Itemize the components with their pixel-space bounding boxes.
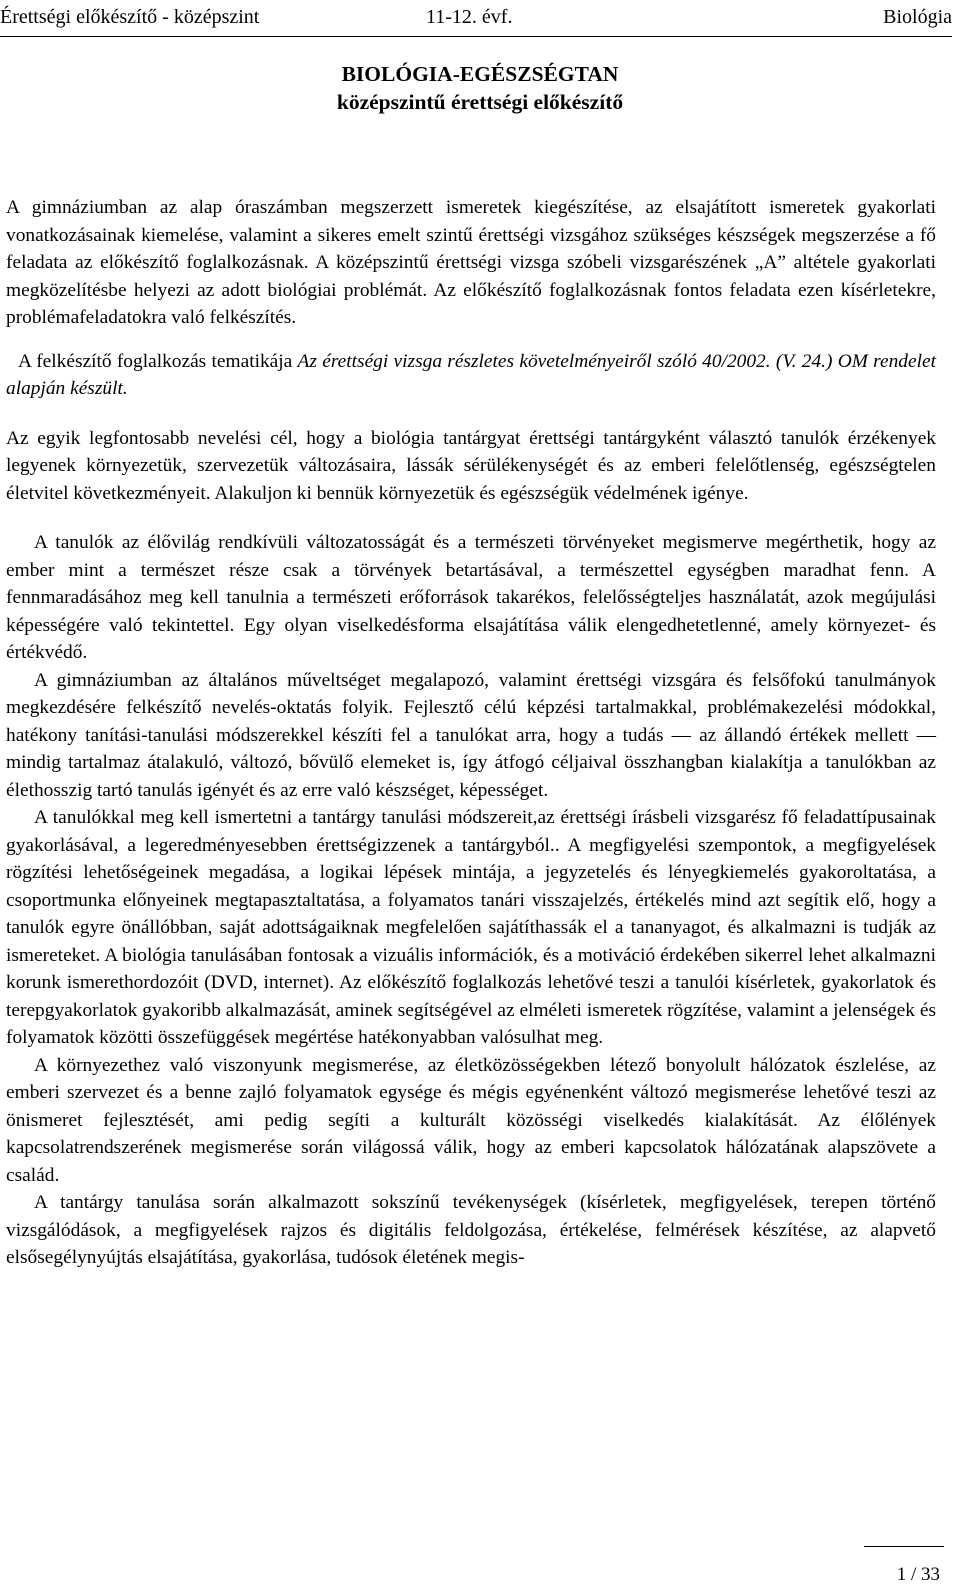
document-body [6,194,936,1272]
title-sub: középszintű érettségi előkészítő [336,90,624,114]
thematic-reference: Az érettségi vizsga részletes követelményeiről szóló 40/2002. (V. 24.) OM rendelet alapján készült. [6,350,936,399]
header-subject: Biológia [883,6,952,28]
thematic-text: A felkészítő foglalkozás tematikája [18,350,298,372]
paragraph-thematic [6,348,936,403]
paragraph-activities: A tantárgy tanulása során alkalmazott sokszínű tevékenységek (kísérletek, megfigyelések, terepen történő vizsgálódások, a megfigyelések rajzos és digitális feldolgozása, értékelése, felmérések készítése, az alapvető elsősegélynyújtás elsajátítása, gyakorlása, tudósok életének megis- [6,1192,936,1268]
document-title [0,60,960,116]
paragraph-intro: A gimnáziumban az alap óraszámban megszerzett ismeretek kiegészítése, az elsajátított ismeretek gyakorlati vonatkozásainak kiemelése, valamint a sikeres emelt szintű érettségi vizsgához szükséges készségek megszerzése a fő feladata az előkészítő foglalkozásnak. A középszintű érettségi vizsga szóbeli vizsgarészének „A” altétele gyakorlati megközelítésbe helyezi az adott biológiai problémát. Az előkészítő foglalkozásnak fontos feladata ezen kísérletekre, problémafeladatokra való felkészítés. [6,197,936,328]
paragraph-environment: A környezethez való viszonyunk megismerése, az életközösségekben létező bonyolult hálózatok észlelése, az emberi szervezet és a benne zajló folyamatok egysége és mégis egyénenként változó megismerése lehetővé teszi az önismeret fejlesztését, ami pedig segíti a kulturált közösségi viselkedés kialakítását. Az élőlények kapcsolatrendszerének megismerése során világossá válik, hogy az emberi kapcsolatok hálózatának alapszövete a család. [6,1054,936,1186]
footer-divider [864,1546,944,1547]
page-number: 1 / 33 [896,1564,940,1585]
header-course: Érettségi előkészítő - középszint [0,6,260,28]
header-grade: 11-12. évf. [426,6,513,28]
paragraph-goal: Az egyik legfontosabb nevelési cél, hogy a biológia tantárgyat érettségi tantárgyként választó tanulók érzékenyek legyenek környezetük, szervezetük változásaira, lássák sérülékenységét és az emberi felelőtlenség, egészségtelen életvitel következményeit. Alakuljon ki bennük környezetük és egészségük védelmének igénye. [6,427,936,504]
title-main: BIOLÓGIA-EGÉSZSÉGTAN [341,62,619,86]
paragraph-methods: A tanulókkal meg kell ismertetni a tantárgy tanulási módszereit,az érettségi írásbeli vizsgarész fő feladattípusainak gyakorlásával, a legeredményesebben érettségizzenek a tantárgyból.. A megfigyelési szempontok, a megfigyelések rögzítési lehetőségeinek megadása, a logikai lépések mintája, a jegyzetelés és lényegkiemelés gyakoroltatása, a csoportmunka előnyeinek megtapasztaltatása, a folyamatos tanári visszajelzés, értékelés mind azt segítik elő, hogy a tanulók egyre önállóbban, saját adottságaiknak megfelelően sajátíthassák el a tananyagot, és alkalmazni is tudják az ismereteket. A biológia tanulásában fontosak a vizuális információk, és a motiváció érdekében sikerrel lehet alkalmazni korunk ismerethordozóit (DVD, internet). Az előkészítő foglalkozás lehetővé teszi a tanulói kísérletek, gyakorlatok és terepgyakorlatok gyakoribb alkalmazását, aminek segítségével az elméleti ismeretek rögzítése, valamint a jelenségek és folyamatok közötti összefüggések megértése hatékonyabban valósulhat meg. [6,807,936,1048]
paragraph-gymnasium: A gimnáziumban az általános műveltséget megalapozó, valamint érettségi vizsgára és felsőfokú tanulmányok megkezdésére felkészítő nevelés-oktatás folyik. Fejlesztő célú képzési tartalmakkal, problémakezelési módokkal, hatékony tanítási-tanulási módszerekkel készíti fel a tanulókat arra, hogy a tudás — az állandó értékek mellett — mindig tartalmaz átalakuló, változó, bővülő elemeket is, így átfogó céljaival összhangban kialakítja a tanulókban az élethosszig tartó tanulás igényét és az erre való készséget, képességet. [6,669,936,801]
paragraph-nature: A tanulók az élővilág rendkívüli változatosságát és a természeti törvényeket megismerve megérthetik, hogy az ember mint a természet része csak a törvények betartásával, a természettel egységben maradhat fenn. A fennmaradásához meg kell tanulnia a természeti erőforrások takarékos, felelősségteljes használatát, azok megújulási képességére való tekintettel. Egy olyan viselkedésforma elsajátítása válik elengedhetetlenné, amely környezet- és értékvédő. [6,532,936,663]
page-header [0,0,952,37]
